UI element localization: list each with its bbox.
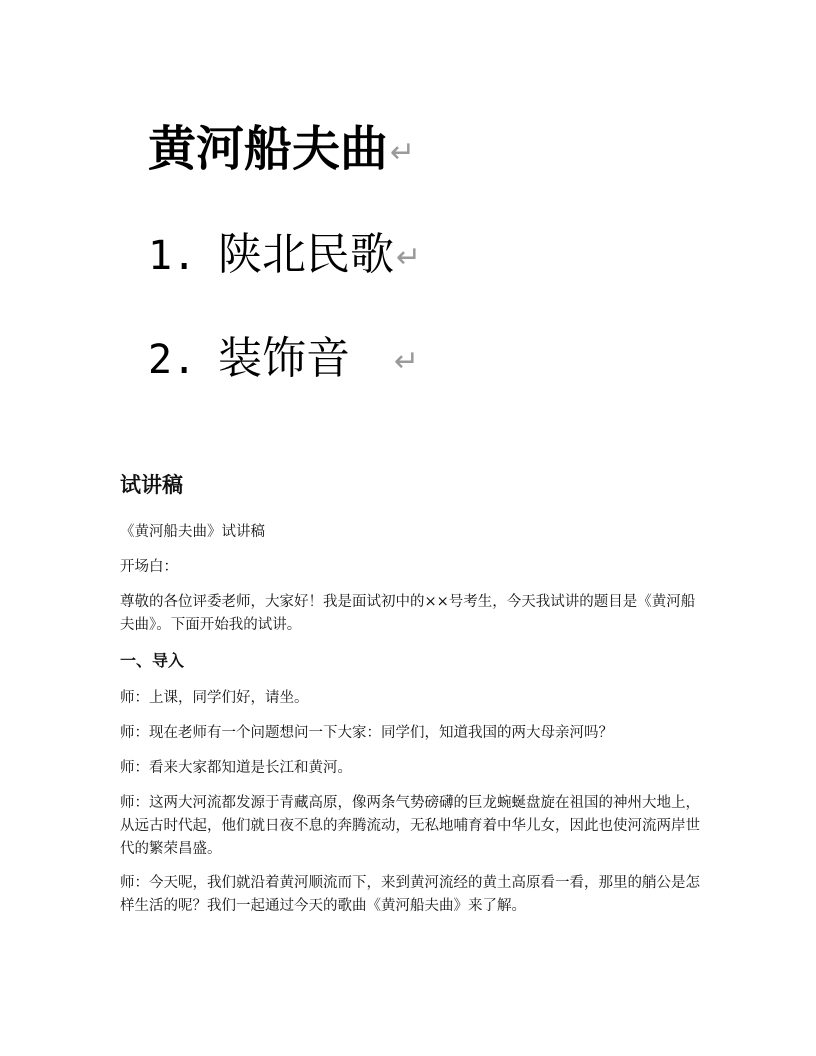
- header-bitmap-image: [148, 100, 468, 390]
- paragraph-return-icon: ↵: [396, 239, 422, 275]
- bitmap-item-2: [148, 322, 419, 386]
- paragraph: 师：上课，同学们好，请坐。: [120, 690, 309, 707]
- document-body: [120, 470, 700, 930]
- paragraph: 师：这两大河流都发源于青藏高原，像两条气势磅礴的巨龙蜿蜒盘旋在祖国的神州大地上，从远古时代起，他们就日夜不息的奔腾流动，无私地哺育着中华儿女，因此也使河流两岸世代的繁荣昌盛。: [120, 794, 700, 857]
- paragraph: 师：看来大家都知道是长江和黄河。: [120, 759, 352, 776]
- paragraph: 《黄河船夫曲》试讲稿: [120, 524, 265, 541]
- paragraph: 师：现在老师有一个问题想问一下大家：同学们，知道我国的两大母亲河吗？: [120, 724, 613, 741]
- paragraph-return-icon: ↵: [394, 343, 420, 379]
- bitmap-item-1-number: 1.: [148, 233, 197, 279]
- paragraph-return-icon: ↵: [390, 134, 416, 170]
- bitmap-title: [148, 110, 415, 179]
- bitmap-title-text: 黄河船夫曲: [148, 121, 389, 177]
- section-heading: 一、导入: [120, 651, 185, 671]
- bitmap-item-1-text: 陕北民歌: [218, 229, 394, 280]
- bitmap-item-2-text: 装饰音: [218, 333, 350, 384]
- bitmap-item-1: [148, 218, 421, 282]
- paragraph: 师：今天呢，我们就沿着黄河顺流而下，来到黄河流经的黄土高原看一看，那里的艄公是怎样生活的呢？我们一起通过今天的歌曲《黄河船夫曲》来了解。: [120, 875, 700, 915]
- bitmap-item-2-number: 2.: [148, 337, 197, 383]
- page-title: 试讲稿: [120, 472, 183, 497]
- paragraph: 尊敬的各位评委老师，大家好！我是面试初中的××号考生，今天我试讲的题目是《黄河船夫曲》。下面开始我的试讲。: [120, 594, 696, 634]
- paragraph: 开场白：: [120, 559, 178, 576]
